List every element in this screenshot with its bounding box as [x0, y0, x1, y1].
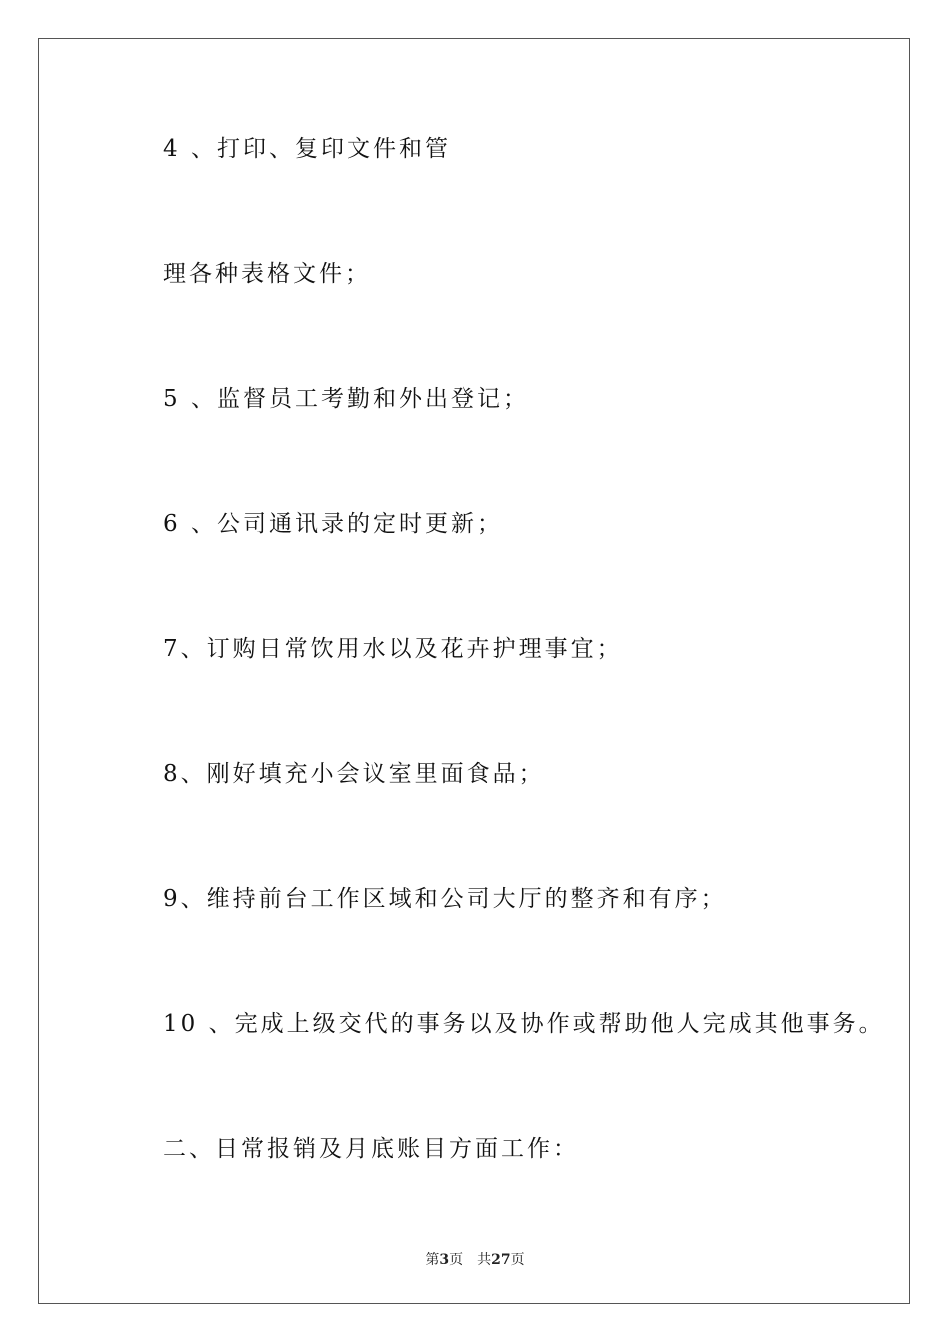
- list-item: 10 、完成上级交代的事务以及协作或帮助他人完成其他事务。: [163, 1011, 885, 1037]
- list-item: 9、维持前台工作区域和公司大厅的整齐和有序；: [163, 886, 727, 912]
- list-item: 6 、公司通讯录的定时更新；: [163, 511, 503, 537]
- footer-total-pages: 27: [491, 1252, 511, 1268]
- page-footer: [0, 1249, 950, 1269]
- list-item: 5 、监督员工考勤和外出登记；: [163, 386, 529, 412]
- list-item: 8、刚好填充小会议室里面食品；: [163, 761, 545, 787]
- footer-page-suffix: 页: [449, 1252, 464, 1268]
- footer-page-number: 3: [439, 1252, 450, 1268]
- section-heading: 二、日常报销及月底账目方面工作：: [163, 1136, 579, 1162]
- footer-page-prefix: 第: [425, 1252, 440, 1268]
- footer-total-suffix: 页: [510, 1252, 525, 1268]
- list-item: 7、订购日常饮用水以及花卉护理事宜；: [163, 636, 623, 662]
- list-item-continuation: 理各种表格文件；: [163, 261, 371, 287]
- page-border: [38, 38, 910, 1304]
- list-item: 4 、打印、复印文件和管: [163, 136, 451, 162]
- footer-total-prefix: 共: [477, 1252, 492, 1268]
